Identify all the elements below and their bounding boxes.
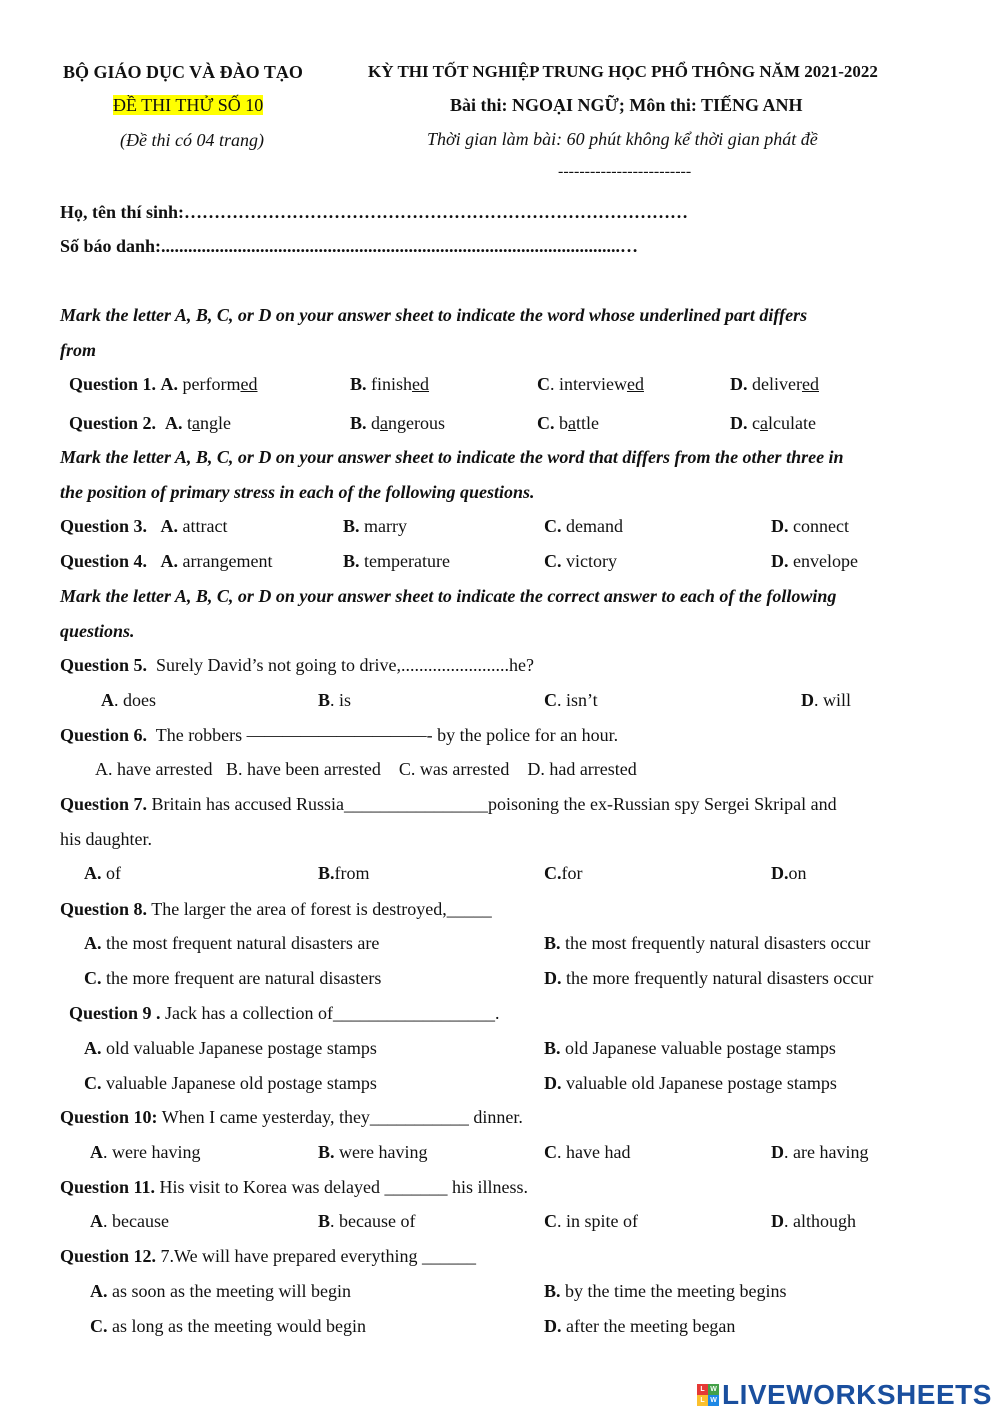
q5-option-b[interactable]: B. is xyxy=(318,690,352,710)
q2-option-b[interactable]: B. dangerous xyxy=(350,413,446,433)
q5-option-c[interactable]: C. isn’t xyxy=(544,690,598,710)
section-1-instruction: Mark the letter A, B, C, or D on your answer sheet to indicate the word whose underlined part differs xyxy=(60,305,808,325)
q8-option-a[interactable]: A. the most frequent natural disasters are xyxy=(84,933,380,953)
option-a[interactable]: attract xyxy=(182,516,228,536)
question-label: Question 2. xyxy=(69,413,157,433)
q12-option-b[interactable]: B. by the time the meeting begins xyxy=(544,1281,787,1301)
section-3-instruction: Mark the letter A, B, C, or D on your answer sheet to indicate the correct answer to each of the following xyxy=(60,586,837,606)
question-4: Question 4. A. arrangement xyxy=(60,551,273,571)
q3-option-b[interactable]: B. marry xyxy=(343,516,407,536)
q1-option-d[interactable]: D. delivered xyxy=(730,374,819,394)
q9-option-a[interactable]: A. old valuable Japanese postage stamps xyxy=(84,1038,377,1058)
q1-option-c[interactable]: C. interviewed xyxy=(537,374,644,394)
q9-option-d[interactable]: D. valuable old Japanese postage stamps xyxy=(544,1073,837,1093)
q6-options[interactable]: A. have arrested B. have been arrested C. was arrested D. had arrested xyxy=(95,759,637,779)
exam-code-text: ĐỀ THI THỬ SỐ 10 xyxy=(113,95,264,115)
q12-option-a[interactable]: A. as soon as the meeting will begin xyxy=(90,1281,351,1301)
q2-option-c[interactable]: C. battle xyxy=(537,413,599,433)
ministry: BỘ GIÁO DỤC VÀ ĐÀO TẠO xyxy=(63,62,303,82)
option-a[interactable]: performed xyxy=(182,374,258,394)
question-2 xyxy=(69,413,231,434)
question-12: Question 12. 7.We will have prepared everything ______ xyxy=(60,1246,476,1266)
candidate-name-field[interactable]: Họ, tên thí sinh:………………………………………………………………………… xyxy=(60,202,689,222)
option-letter: A. xyxy=(160,374,179,394)
option-letter: A. xyxy=(165,413,183,433)
q5-option-a[interactable]: A. does xyxy=(101,690,156,710)
question-6: Question 6. The robbers ——————————- by the police for an hour. xyxy=(60,725,619,745)
q1-option-b[interactable]: B. finished xyxy=(350,374,430,394)
section-2-instruction: Mark the letter A, B, C, or D on your answer sheet to indicate the word that differs from the other three in xyxy=(60,447,844,467)
q9-option-b[interactable]: B. old Japanese valuable postage stamps xyxy=(544,1038,836,1058)
q11-option-b[interactable]: B. because of xyxy=(318,1211,416,1231)
exam-title: KỲ THI TỐT NGHIỆP TRUNG HỌC PHỔ THÔNG NĂM 2021-2022 xyxy=(368,62,878,81)
q12-option-c[interactable]: C. as long as the meeting would begin xyxy=(90,1316,366,1336)
question-text: Surely David’s not going to drive,........................he? xyxy=(156,655,534,675)
question-text: Britain has accused Russia________________poisoning the ex-Russian spy Sergei Skripal and xyxy=(151,794,837,814)
question-text: 7.We will have prepared everything ______ xyxy=(160,1246,476,1266)
question-1 xyxy=(69,374,258,395)
q2-option-d[interactable]: D. calculate xyxy=(730,413,816,433)
question-text: The larger the area of forest is destroyed,_____ xyxy=(151,899,492,919)
page-count: (Đề thi có 04 trang) xyxy=(120,130,264,150)
candidate-id-field[interactable]: Số báo danh:......................................................................................................… xyxy=(60,236,639,256)
q10-option-b[interactable]: B. were having xyxy=(318,1142,428,1162)
question-10: Question 10: When I came yesterday, they___________ dinner. xyxy=(60,1107,523,1127)
q3-option-d[interactable]: D. connect xyxy=(771,516,849,536)
liveworksheets-icon: L W L W xyxy=(697,1384,719,1406)
q5-option-d[interactable]: D. will xyxy=(801,690,852,710)
exam-code xyxy=(113,95,263,116)
q11-option-a[interactable]: A. because xyxy=(90,1211,169,1231)
q4-option-b[interactable]: B. temperature xyxy=(343,551,450,571)
question-text: Jack has a collection of__________________. xyxy=(165,1003,500,1023)
q3-option-c[interactable]: C. demand xyxy=(544,516,623,536)
question-text: The robbers ——————————- by the police for an hour. xyxy=(155,725,619,745)
question-text: His visit to Korea was delayed _______ his illness. xyxy=(159,1177,528,1197)
q11-option-d[interactable]: D. although xyxy=(771,1211,856,1231)
question-label: Question 1. xyxy=(69,374,157,394)
time-limit: Thời gian làm bài: 60 phút không kể thời gian phát đề xyxy=(427,129,818,149)
question-text: When I came yesterday, they___________ dinner. xyxy=(161,1107,523,1127)
q4-option-c[interactable]: C. victory xyxy=(544,551,617,571)
question-8: Question 8. The larger the area of forest is destroyed,_____ xyxy=(60,899,492,919)
q11-option-c[interactable]: C. in spite of xyxy=(544,1211,638,1231)
q8-option-b[interactable]: B. the most frequently natural disasters occur xyxy=(544,933,871,953)
q8-option-d[interactable]: D. the more frequently natural disasters occur xyxy=(544,968,874,988)
question-11: Question 11. His visit to Korea was delayed _______ his illness. xyxy=(60,1177,528,1197)
q10-option-a[interactable]: A. were having xyxy=(90,1142,201,1162)
section-1-instruction-cont: from xyxy=(60,340,96,360)
subject: Bài thi: NGOẠI NGỮ; Môn thi: TIẾNG ANH xyxy=(450,95,803,115)
q9-option-c[interactable]: C. valuable Japanese old postage stamps xyxy=(84,1073,377,1093)
header-divider: ------------------------- xyxy=(558,163,692,180)
q8-option-c[interactable]: C. the more frequent are natural disasters xyxy=(84,968,382,988)
section-2-instruction-cont: the position of primary stress in each of the following questions. xyxy=(60,482,535,502)
option-a[interactable]: arrangement xyxy=(182,551,273,571)
q7-option-d[interactable]: D.on xyxy=(771,863,807,883)
option-a[interactable]: tangle xyxy=(187,413,232,433)
section-3-instruction-cont: questions. xyxy=(60,621,135,641)
question-5: Question 5. Surely David’s not going to drive,........................he? xyxy=(60,655,534,675)
question-9: Question 9 . Jack has a collection of__________________. xyxy=(69,1003,500,1023)
q10-option-d[interactable]: D. are having xyxy=(771,1142,869,1162)
question-7-text-cont: his daughter. xyxy=(60,829,152,849)
q7-option-c[interactable]: C.for xyxy=(544,863,583,883)
question-7: Question 7. Britain has accused Russia________________poisoning the ex-Russian spy Sergei Skripal and xyxy=(60,794,837,814)
q4-option-d[interactable]: D. envelope xyxy=(771,551,858,571)
liveworksheets-logo[interactable] xyxy=(697,1380,992,1410)
q10-option-c[interactable]: C. have had xyxy=(544,1142,631,1162)
question-3: Question 3. A. attract xyxy=(60,516,228,536)
q7-option-a[interactable]: A. of xyxy=(84,863,121,883)
q12-option-d[interactable]: D. after the meeting began xyxy=(544,1316,736,1336)
q7-option-b[interactable]: B.from xyxy=(318,863,370,883)
liveworksheets-brand: LIVEWORKSHEETS xyxy=(722,1379,992,1410)
